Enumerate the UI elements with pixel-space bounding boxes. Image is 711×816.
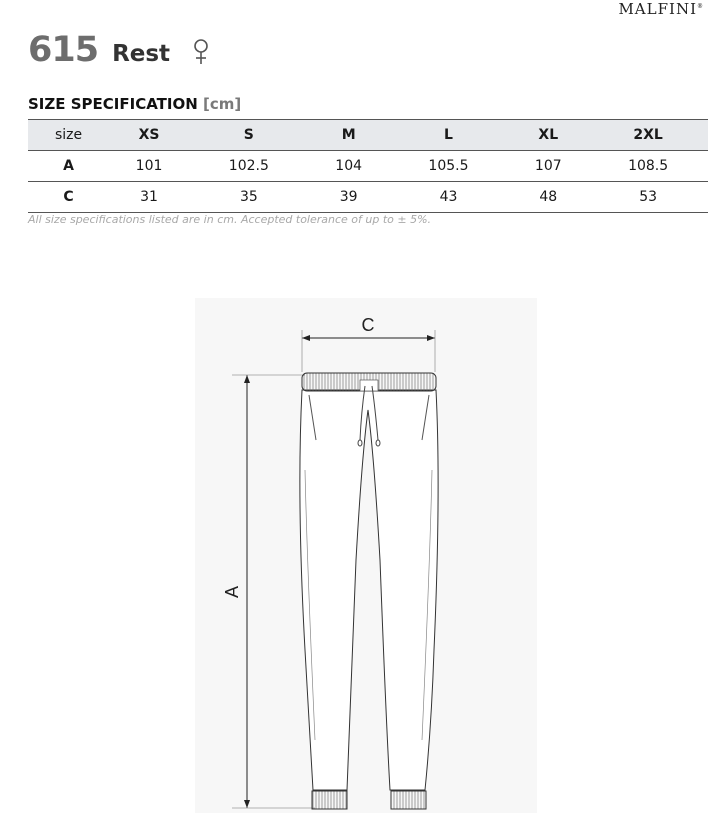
spec-title: SIZE SPECIFICATION [cm] bbox=[28, 95, 242, 113]
table-cell: 48 bbox=[539, 189, 558, 205]
table-cell: 102.5 bbox=[228, 158, 269, 174]
header-cell: L bbox=[389, 120, 509, 151]
header-cell: M bbox=[309, 120, 389, 151]
product-heading bbox=[28, 30, 170, 70]
table-cell: 39 bbox=[339, 189, 358, 205]
table-cell: 108.5 bbox=[628, 158, 669, 174]
product-name: Rest bbox=[112, 41, 171, 67]
table-row bbox=[28, 182, 708, 213]
header-cell: size bbox=[28, 120, 109, 151]
table-cell: 101 bbox=[135, 158, 163, 174]
table-cell: 107 bbox=[534, 158, 562, 174]
dimension-c-label: C bbox=[361, 315, 375, 335]
table-cell: 31 bbox=[140, 189, 158, 205]
header-cell: XS bbox=[109, 120, 189, 151]
header-cell: 2XL bbox=[588, 120, 708, 151]
table-cell: 53 bbox=[639, 189, 658, 205]
table-cell: 43 bbox=[439, 189, 458, 205]
dimension-a-label: A bbox=[222, 585, 242, 599]
tolerance-note: All size specifications listed are in cm. Accepted tolerance of up to ± 5%. bbox=[28, 213, 432, 226]
female-symbol-icon bbox=[192, 38, 210, 66]
waistband bbox=[302, 373, 436, 391]
product-code: 615 bbox=[28, 30, 99, 70]
table-row bbox=[28, 151, 708, 182]
header-cell: XL bbox=[508, 120, 588, 151]
table-cell: 35 bbox=[239, 189, 258, 205]
table-cell: 105.5 bbox=[428, 158, 469, 174]
table-cell: A bbox=[63, 158, 74, 174]
pants-diagram bbox=[195, 298, 537, 813]
size-header-row bbox=[28, 120, 708, 151]
table-cell: C bbox=[63, 189, 74, 205]
brand-logo: MALFINI® bbox=[618, 0, 703, 18]
header-cell: S bbox=[189, 120, 309, 151]
table-cell: 104 bbox=[335, 158, 363, 174]
size-table bbox=[28, 119, 708, 213]
